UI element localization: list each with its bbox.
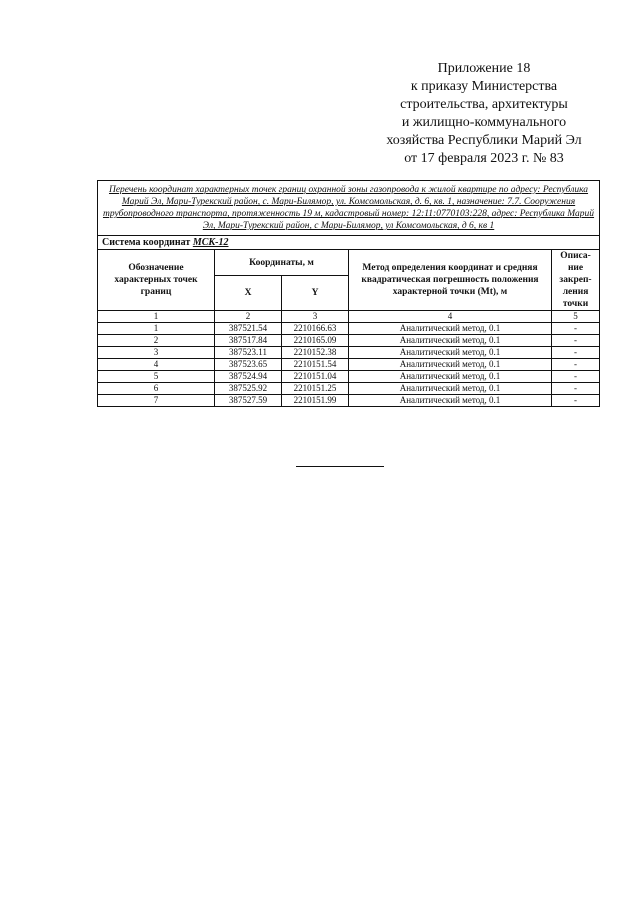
- coordinate-system: [98, 236, 600, 250]
- header-description: Описа-ние закреп-ления точки: [552, 250, 600, 311]
- cell-x: 387523.11: [215, 347, 282, 359]
- appendix-line: Приложение 18: [437, 61, 531, 76]
- cell-x: 387524.94: [215, 371, 282, 383]
- cell-x: 387525.92: [215, 383, 282, 395]
- cell-point: 6: [98, 383, 215, 395]
- cell-method: Аналитический метод, 0.1: [349, 395, 552, 407]
- table-title: Перечень координат характерных точек границ охранной зоны газопровода к жилой квартире по адресу: Республика Марий Эл, Мари-Турекский район, с. Мари-Билямор, ул. Комсомольская, д. 6, кв. 1, назначение: 7.7. Сооружения трубопроводного транспорта, протяженность 19 м, кадастровый номер: 12:11:0770103:228, адрес: Республика Марий Эл, Мари-Турекский район, с Мари-Билямор, ул Комсомольская, д 6, кв 1: [98, 181, 600, 236]
- cell-description: -: [552, 395, 600, 407]
- appendix-line: к приказу Министерства: [410, 79, 558, 94]
- cell-point: 5: [98, 371, 215, 383]
- cell-method: Аналитический метод, 0.1: [349, 323, 552, 335]
- table-title-row: [98, 181, 600, 236]
- cell-description: -: [552, 359, 600, 371]
- header-x: X: [215, 276, 282, 311]
- cell-method: Аналитический метод, 0.1: [349, 359, 552, 371]
- header-method: Метод определения координат и средняя квадратическая погрешность положения характерной точки (Mt), м: [349, 250, 552, 311]
- cell-y: 2210151.25: [282, 383, 349, 395]
- cell-description: -: [552, 371, 600, 383]
- cell-x: 387517.84: [215, 335, 282, 347]
- cell-point: 7: [98, 395, 215, 407]
- coordinates-table: [97, 180, 600, 407]
- header-row: [98, 250, 600, 276]
- cell-point: 1: [98, 323, 215, 335]
- cell-y: 2210151.04: [282, 371, 349, 383]
- cell-x: 387523.65: [215, 359, 282, 371]
- cell-method: Аналитический метод, 0.1: [349, 347, 552, 359]
- coordinate-system-row: [98, 236, 600, 250]
- cell-description: -: [552, 323, 600, 335]
- appendix-line: строительства, архитектуры: [400, 97, 568, 112]
- cell-x: 387527.59: [215, 395, 282, 407]
- appendix-line: хозяйства Республики Марий Эл: [386, 133, 582, 148]
- column-number: 2: [215, 311, 282, 323]
- cell-method: Аналитический метод, 0.1: [349, 335, 552, 347]
- column-number: 3: [282, 311, 349, 323]
- header-y: Y: [282, 276, 349, 311]
- appendix-line: от 17 февраля 2023 г. № 83: [404, 151, 564, 166]
- cell-description: -: [552, 335, 600, 347]
- table-row: [98, 359, 600, 371]
- cell-y: 2210151.54: [282, 359, 349, 371]
- end-divider: [296, 466, 384, 467]
- table-row: [98, 335, 600, 347]
- appendix-header: [360, 60, 608, 168]
- table-row: [98, 395, 600, 407]
- header-points: Обозначение характерных точек границ: [98, 250, 215, 311]
- cell-method: Аналитический метод, 0.1: [349, 383, 552, 395]
- table-row: [98, 323, 600, 335]
- cell-point: 4: [98, 359, 215, 371]
- cell-description: -: [552, 347, 600, 359]
- column-numbers-row: [98, 311, 600, 323]
- cell-y: 2210152.38: [282, 347, 349, 359]
- column-number: 5: [552, 311, 600, 323]
- coordinate-system-name: МСК-12: [192, 237, 229, 248]
- cell-method: Аналитический метод, 0.1: [349, 371, 552, 383]
- table-row: [98, 383, 600, 395]
- cell-x: 387521.54: [215, 323, 282, 335]
- header-coords: Координаты, м: [215, 250, 349, 276]
- cell-description: -: [552, 383, 600, 395]
- cell-y: 2210166.63: [282, 323, 349, 335]
- cell-y: 2210151.99: [282, 395, 349, 407]
- column-number: 4: [349, 311, 552, 323]
- table-row: [98, 371, 600, 383]
- cell-point: 3: [98, 347, 215, 359]
- coordinate-system-label: Система координат: [102, 237, 191, 248]
- table-row: [98, 347, 600, 359]
- cell-point: 2: [98, 335, 215, 347]
- appendix-line: и жилищно-коммунального: [401, 115, 567, 130]
- column-number: 1: [98, 311, 215, 323]
- cell-y: 2210165.09: [282, 335, 349, 347]
